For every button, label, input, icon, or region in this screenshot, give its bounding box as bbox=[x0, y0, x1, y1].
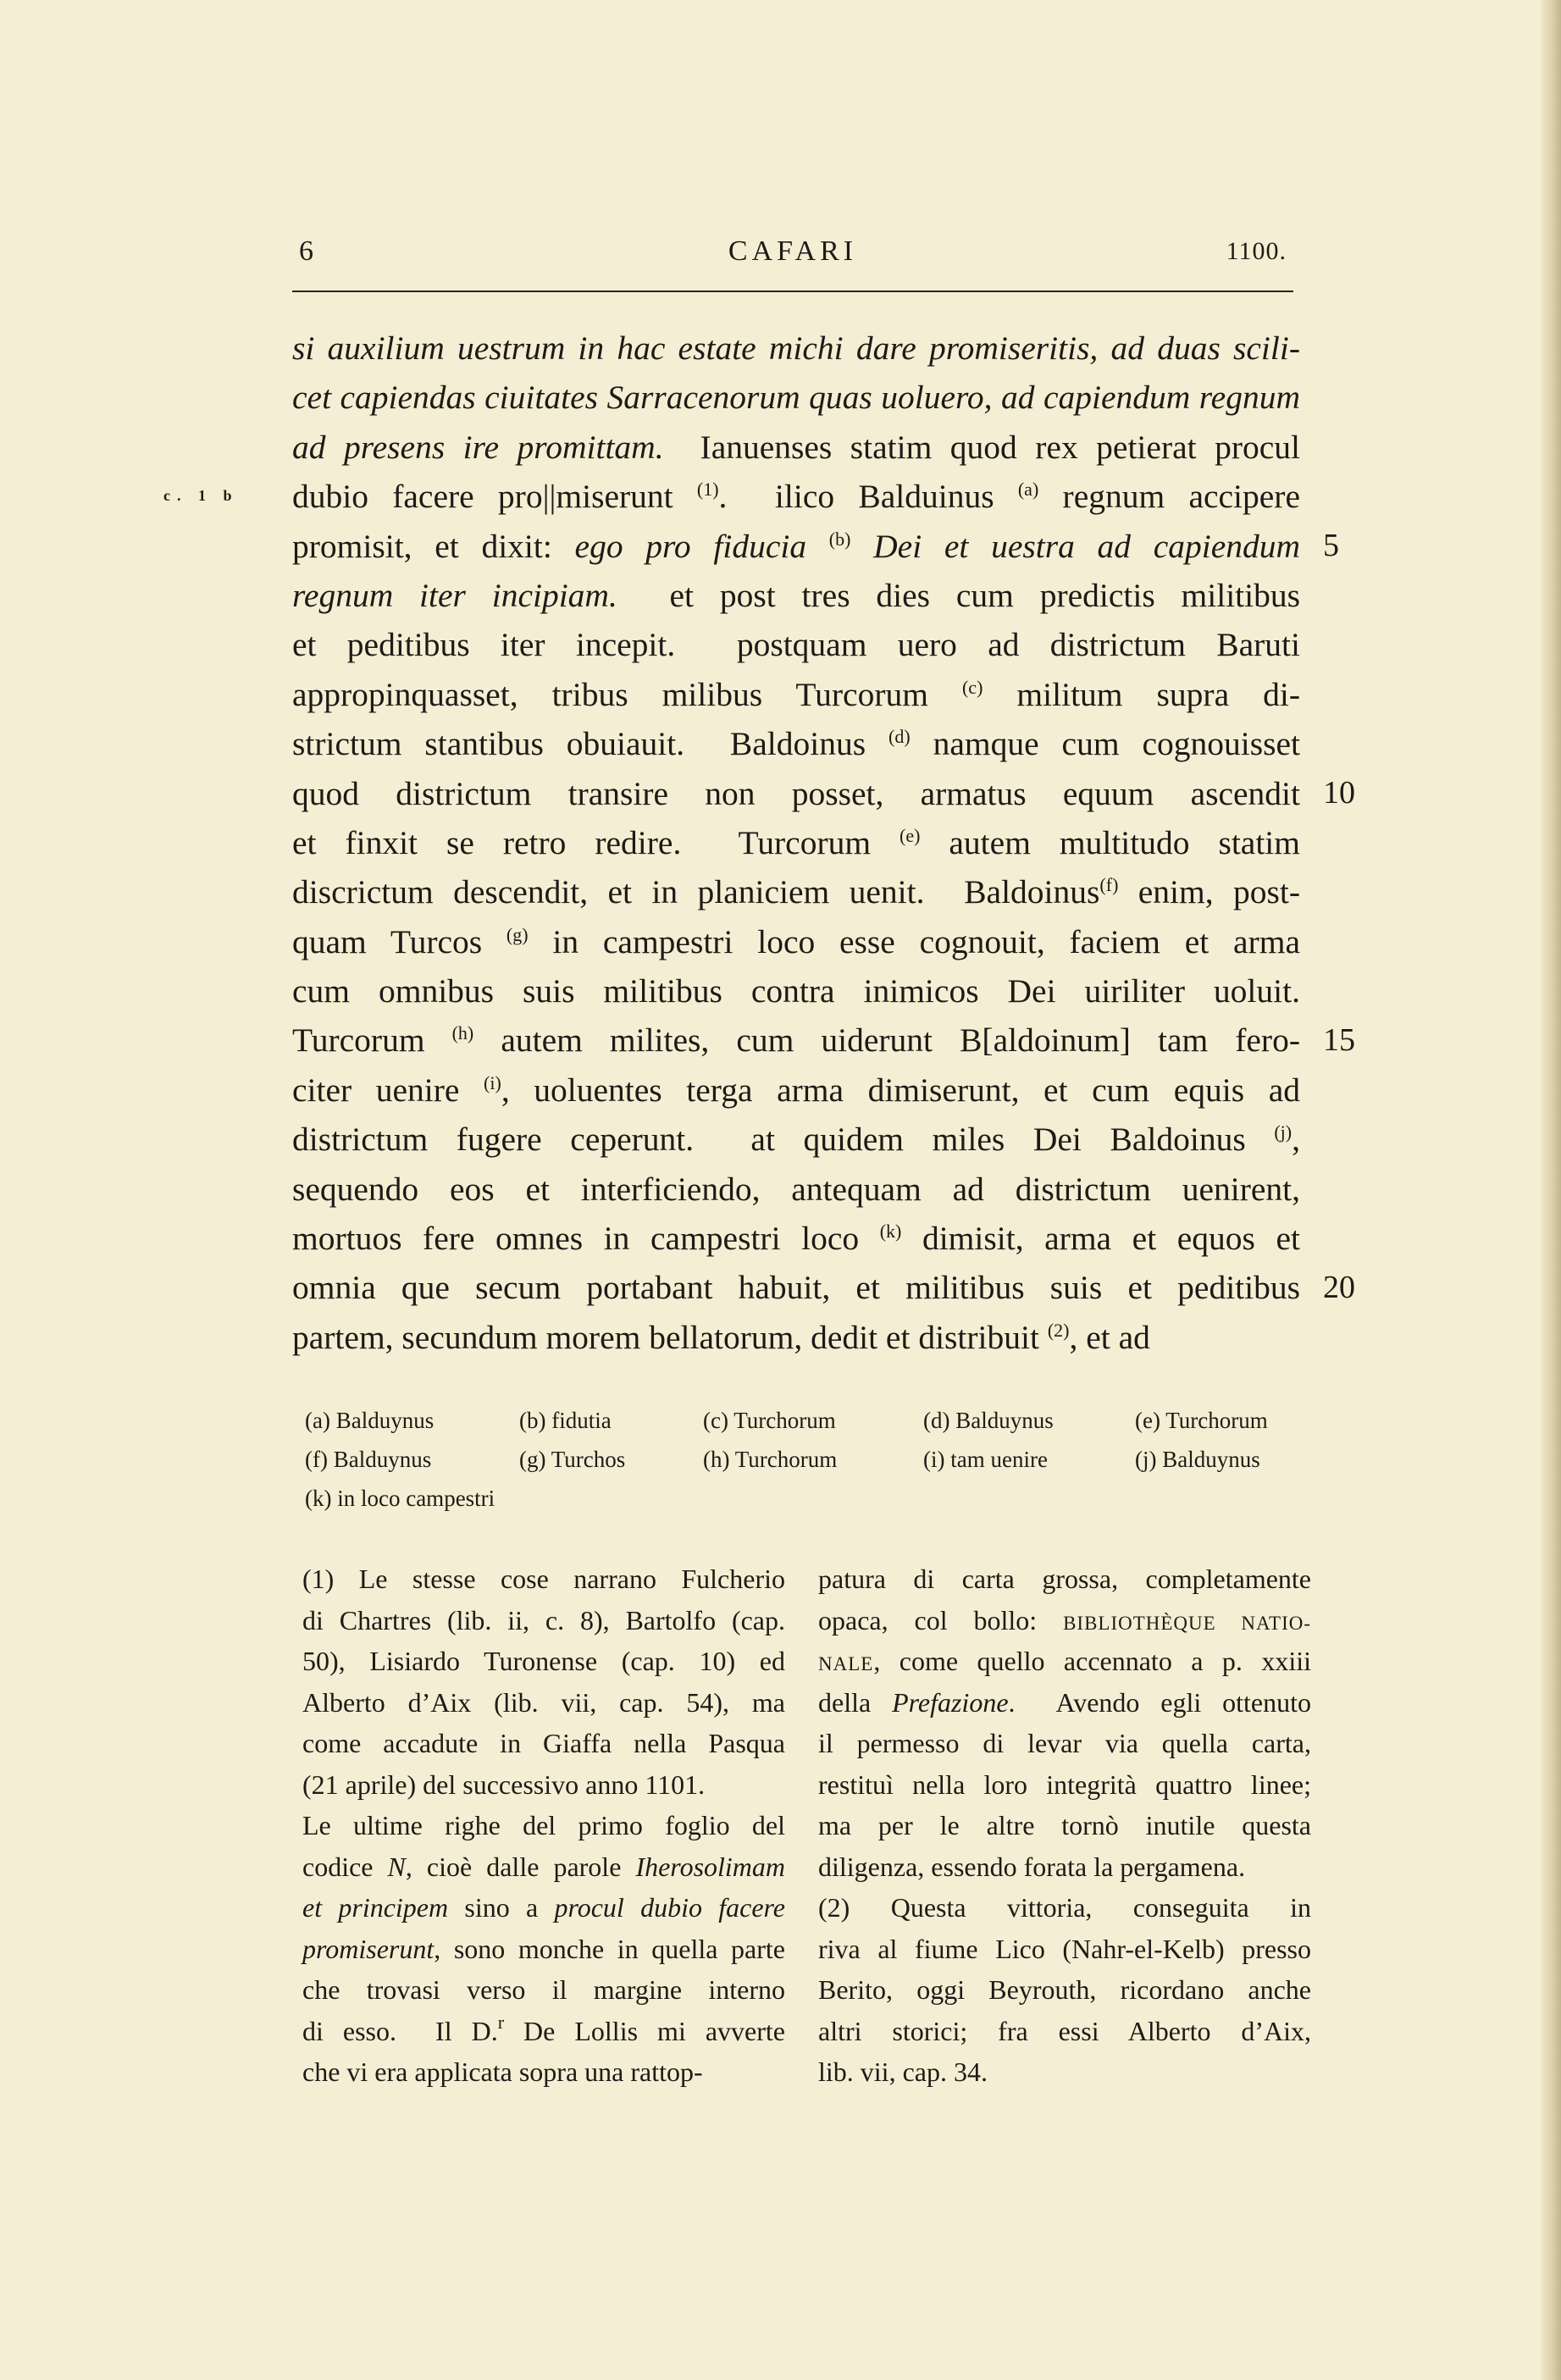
note-line: come accadute in Giaffa nella Pasqua bbox=[302, 1728, 785, 1758]
text-line: dubio facere pro||miserunt $^{(1)}$. ilico Balduinus $^{(a)}$ regnum accipere bbox=[292, 478, 1300, 516]
text-line: partem, secundum morem bellatorum, dedit et distribuit $^{(2)}$, et ad bbox=[292, 1318, 1150, 1356]
variant-reading: (c) Turchorum bbox=[703, 1408, 836, 1433]
note-line: riva al fiume Lico (Nahr-el-Kelb) presso bbox=[818, 1933, 1311, 1964]
note-line: Berito, oggi Beyrouth, ricordano anche bbox=[818, 1974, 1311, 2005]
text-line: ad presens ire promittam. Ianuenses statim quod rex petierat procul bbox=[292, 428, 1300, 466]
main-text bbox=[292, 324, 1300, 1362]
note-line: che vi era applicata sopra una rattop- bbox=[302, 2056, 703, 2087]
text-line: strictum stantibus obuiauit. Baldoinus $^{(d)}$ namque cum cognouisset bbox=[292, 725, 1300, 763]
variant-reading: (b) fidutia bbox=[519, 1408, 612, 1433]
page-header bbox=[292, 235, 1293, 273]
text-line: quam Turcos $^{(g)}$ in campestri loco esse cognouit, faciem et arma bbox=[292, 922, 1300, 960]
text-line: omnia que secum portabant habuit, et militibus suis et peditibus bbox=[292, 1269, 1300, 1307]
note-line: promiserunt, sono monche in quella parte bbox=[302, 1933, 785, 1964]
note-line: di Chartres (lib. ii, c. 8), Bartolfo (cap. bbox=[302, 1604, 785, 1636]
note-line: et principem sino a procul dubio facere bbox=[302, 1892, 785, 1923]
text-line: appropinquasset, tribus milibus Turcorum $^{(c)}$ militum supra di- bbox=[292, 675, 1300, 713]
note-line: diligenza, essendo forata la pergamena. bbox=[818, 1851, 1246, 1882]
note-line: patura di carta grossa, completamente bbox=[818, 1564, 1311, 1594]
variant-row bbox=[305, 1447, 1304, 1486]
header-rule bbox=[292, 291, 1293, 292]
text-line: si auxilium uestrum in hac estate michi dare promiseritis, ad duas scili- bbox=[292, 329, 1300, 367]
text-line: et peditibus iter incepit. postquam uero ad districtum Baruti bbox=[292, 626, 1300, 664]
note-line: (1) Le stesse cose narrano Fulcherio bbox=[302, 1564, 785, 1594]
text-line: regnum iter incipiam. et post tres dies cum predictis militibus bbox=[292, 576, 1301, 614]
note-line: Alberto d’Aix (lib. vii, cap. 54), ma bbox=[302, 1686, 785, 1718]
variant-reading: (d) Balduynus bbox=[923, 1408, 1054, 1433]
margin-reference: c. 1 b bbox=[163, 487, 239, 504]
note-line: di esso. Il D.$^r$ De Lollis mi avverte bbox=[302, 2011, 785, 2046]
line-number: 5 bbox=[1323, 527, 1339, 563]
notes-left-column bbox=[302, 1558, 785, 2093]
text-line: et finxit se retro redire. Turcorum $^{(e)}$ autem multitudo statim bbox=[292, 823, 1300, 861]
running-title: CAFARI bbox=[728, 235, 858, 267]
note-line: (2) Questa vittoria, conseguita in bbox=[818, 1892, 1311, 1923]
page-edge bbox=[1541, 0, 1561, 2380]
note-line: il permesso di levar via quella carta, bbox=[818, 1728, 1311, 1758]
header-year: 1100. bbox=[1226, 237, 1287, 265]
variant-reading: (e) Turchorum bbox=[1135, 1408, 1268, 1433]
note-line: codice N, cioè dalle parole Iherosolimam bbox=[302, 1851, 786, 1882]
variant-reading: (i) tam uenire bbox=[923, 1447, 1048, 1472]
text-line: mortuos fere omnes in campestri loco $^{(k)}$ dimisit, arma et equos et bbox=[292, 1220, 1300, 1258]
page-number: 6 bbox=[299, 235, 313, 267]
line-number: 20 bbox=[1323, 1269, 1355, 1305]
note-line: lib. vii, cap. 34. bbox=[818, 2056, 988, 2087]
text-line: quod districtum transire non posset, armatus equum ascendit bbox=[292, 774, 1300, 812]
variant-reading: (f) Balduynus bbox=[305, 1447, 432, 1472]
variant-reading: (j) Balduynus bbox=[1135, 1447, 1260, 1472]
note-line: (21 aprile) del successivo anno 1101. bbox=[302, 1768, 706, 1800]
variant-row bbox=[305, 1486, 1304, 1525]
text-line: districtum fugere ceperunt. at quidem miles Dei Baldoinus $^{(j)}$, bbox=[292, 1121, 1300, 1159]
variant-reading: (h) Turchorum bbox=[703, 1447, 838, 1472]
variant-reading: (a) Balduynus bbox=[305, 1408, 435, 1433]
note-line: ma per le altre tornò inutile questa bbox=[818, 1810, 1311, 1840]
note-line: altri storici; fra essi Alberto d’Aix, bbox=[818, 2015, 1311, 2046]
note-line: della Prefazione. Avendo egli ottenuto bbox=[818, 1686, 1312, 1718]
notes-right-column bbox=[818, 1558, 1311, 2093]
line-number: 10 bbox=[1323, 774, 1355, 811]
text-line: cet capiendas ciuitates Sarracenorum quas uoluero, ad capiendum regnum bbox=[292, 379, 1300, 417]
note-line: opaca, col bollo: BIBLIOTHÈQUE NATIO- bbox=[818, 1604, 1311, 1636]
line-number: 15 bbox=[1323, 1021, 1355, 1058]
text-line: citer uenire $^{(i)}$, uoluentes terga arma dimiserunt, et cum equis ad bbox=[292, 1071, 1300, 1109]
note-line: che trovasi verso il margine interno bbox=[302, 1974, 785, 2005]
note-line: NALE, come quello accennato a p. xxiii bbox=[818, 1646, 1311, 1676]
text-line: promisit, et dixit: ego pro fiducia $^{(b)}$ Dei et uestra ad capiendum bbox=[292, 527, 1301, 565]
variant-row bbox=[305, 1408, 1304, 1447]
text-line: discrictum descendit, et in planiciem uenit. Baldoinus$^{(f)}$ enim, post- bbox=[292, 873, 1301, 911]
note-line: Le ultime righe del primo foglio del bbox=[302, 1810, 785, 1840]
text-line: sequendo eos et interficiendo, antequam ad districtum uenirent, bbox=[292, 1170, 1300, 1208]
text-line: Turcorum $^{(h)}$ autem milites, cum uiderunt B[aldoinum] tam fero- bbox=[292, 1021, 1300, 1060]
text-line: cum omnibus suis militibus contra inimicos Dei uiriliter uoluit. bbox=[292, 972, 1300, 1010]
variant-reading: (g) Turchos bbox=[519, 1447, 626, 1472]
variant-reading: (k) in loco campestri bbox=[305, 1486, 495, 1511]
note-line: restituì nella loro integrità quattro linee; bbox=[818, 1768, 1311, 1800]
note-line: 50), Lisiardo Turonense (cap. 10) ed bbox=[302, 1646, 785, 1676]
variant-readings bbox=[305, 1408, 1304, 1525]
